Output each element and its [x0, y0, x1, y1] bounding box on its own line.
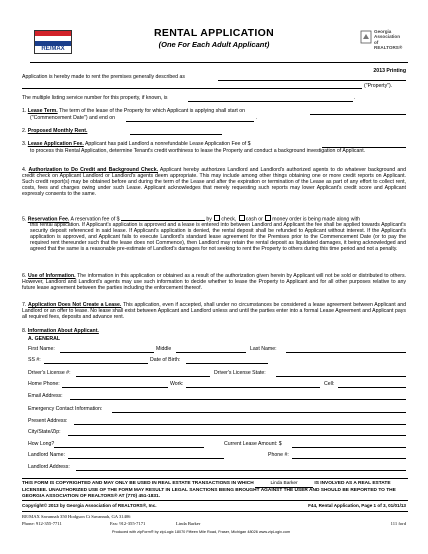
how-long-label: How Long?	[28, 441, 55, 447]
section-4	[22, 167, 406, 197]
city-state-zip-field[interactable]	[68, 435, 406, 436]
money-order-checkbox[interactable]	[265, 215, 271, 221]
section-6-heading: Use of Information.	[27, 273, 76, 279]
money-order-label: money order is being made along with	[272, 216, 360, 223]
header-divider	[30, 62, 408, 63]
section-7-num: 7.	[22, 302, 27, 308]
commencement-date-field[interactable]	[310, 114, 406, 115]
drivers-license-state-label: Driver's License State:	[214, 370, 266, 376]
email-field[interactable]	[70, 399, 406, 400]
dob-field[interactable]	[186, 363, 268, 364]
section-4-heading: Authorization to Do Credit and Background Check.	[28, 167, 159, 173]
section-2-heading: Proposed Monthly Rent.	[27, 128, 88, 134]
section-2-num: 2.	[22, 128, 27, 134]
section-7	[22, 302, 406, 320]
last-name-label: Last Name:	[250, 346, 277, 352]
reservation-fee-field[interactable]	[121, 220, 205, 221]
agent-name: Linda Barker	[176, 521, 201, 526]
first-name-field[interactable]	[60, 352, 154, 353]
section-5-heading: Reservation Fee.	[27, 216, 70, 223]
city-state-zip-label: City/State/Zip:	[28, 429, 61, 435]
page-title: RENTAL APPLICATION	[154, 27, 274, 39]
property-description-field-2[interactable]	[22, 88, 362, 89]
home-phone-field[interactable]	[62, 387, 168, 388]
file-name: 111 ford	[390, 521, 406, 526]
section-5-num: 5.	[22, 216, 27, 223]
work-phone-field[interactable]	[186, 387, 320, 388]
office-address: RE/MAX Savannah 350 Hodgson Ct Savannah, GA 31406	[22, 514, 131, 519]
section-1-text: The term of the lease of the Property for which Applicant is applying shall start on	[59, 108, 246, 114]
footer-divider	[22, 478, 408, 479]
first-name-label: First Name:	[28, 346, 55, 352]
section-1-num: 1.	[22, 108, 27, 114]
section-1-text-2: ("Commencement Date") and end on	[30, 115, 115, 121]
middle-name-field[interactable]	[176, 352, 246, 353]
mls-label: The multiple listing service number for this property, if known, is	[22, 95, 168, 101]
section-8-heading: Information About Applicant.	[27, 328, 99, 334]
drivers-license-field[interactable]	[76, 376, 210, 377]
landlord-name-label: Landlord Name:	[28, 452, 65, 458]
cash-label: cash or	[245, 216, 263, 223]
present-address-label: Present Address:	[28, 418, 68, 424]
section-3-text: Applicant has paid Landlord a nonrefundable Lease Application Fee of $	[84, 141, 251, 147]
check-label: check,	[221, 216, 237, 223]
ssn-label: SS #:	[28, 357, 41, 363]
form-id: F44, Rental Application, Page 1 of 3, 01/01/13	[308, 503, 406, 508]
landlord-address-field[interactable]	[76, 470, 406, 471]
cell-phone-label: Cell:	[324, 381, 335, 387]
email-label: Email Address:	[28, 393, 63, 399]
remax-logo-text: RE/MAX	[41, 46, 65, 52]
gar-line-3: of REALTORS®	[374, 39, 403, 51]
produced-by: Produced with zipForm® by zipLogix 18070 Fifteen Mile Road, Fraser, Michigan 48026 www.zipLogix.com	[112, 530, 291, 534]
section-2-line	[22, 128, 87, 134]
section-3-num: 3.	[22, 141, 27, 147]
footer-divider-3	[22, 511, 408, 512]
section-4-text: Applicant hereby authorizes Landlord and Landlord's authorized agents to do whatever background and credit check on Applicant Landlord or Landlord's agents deem appropriate. This may include among other things obtaining one or more credit reports on Applicant. Such credit report(s) may be obtained before and during the term of the Lease and after the expiration or termination of the Lease as part of any effort to collect rent, costs, fees and charges owing under such Lease. Applicant acknowledges that merely requesting such reports may lower Applicant's credit score and Applicant expressly consents to the same.	[22, 167, 406, 198]
current-lease-amount-field[interactable]	[292, 447, 406, 448]
present-address-field[interactable]	[74, 424, 406, 425]
cell-phone-field[interactable]	[338, 387, 406, 388]
monthly-rent-field[interactable]	[130, 134, 222, 135]
section-8-line	[22, 328, 99, 334]
office-fax: Fax: 912-355-7171	[110, 521, 146, 526]
section-5-text: this rental application. If Applicant's application is approved and a lease is entered into between Landlord and Applicant the fee shall be applied towards Applicant's security deposit referenced in said lease. If Applicant's application is denied, the rental deposit shall be refunded to Applicant without interest. If the Applicant's application is approved, and Applicant fails to execute Landlord's standard lease agreement for the Premises prior to the Commencement Date (or to pay the required rent thereunder such that the lease does not Commence), then Landlord may retain the rental deposit as liquidated damages, it being acknowledged and agreed that the same is a reasonable pre-estimate of Landlord's damages for not seeking to rent the Property to others during this time period and not a penalty.	[30, 222, 406, 253]
page-subtitle: (One For Each Adult Applicant)	[158, 40, 270, 49]
emergency-contact-label: Emergency Contact Information:	[28, 406, 103, 412]
copyright-text-2: IS INVOLVED AS A REAL ESTATE LICENSEE. UNAUTHORIZED USE OF THE FORM MAY RESULT IN LEGAL SANCTIONS BEING BROUGHT AGAINST THE USER AND SHOULD BE REPORTED TO THE GEORGIA ASSOCIATION OF REALTORS® AT (770) 451-1831.	[22, 481, 396, 499]
section-6-text: The information in this application or obtained as a result of the authorization given herein by Applicant will not be sold or distributed to others. However, Landlord and Landlord's agents may use such information to decide whether to lease the Property to Applicant and for all other purposes relative to any future lease agreement between the parties including the enforcement thereof.	[22, 273, 406, 292]
footer-divider-2	[22, 500, 408, 501]
section-6-num: 6.	[22, 273, 27, 279]
section-5-by: by	[206, 216, 212, 223]
section-3-cont: to process this Rental Application, determine Tenant's credit worthiness to lease the Property and conduct a background investigation of Applicant.	[30, 148, 366, 154]
property-description-field[interactable]	[218, 80, 406, 81]
section-5-text1: A reservation fee of $	[70, 216, 120, 223]
mls-end: .	[354, 95, 356, 101]
intro-label: Application is hereby made to rent the premises generally described as	[22, 74, 185, 80]
copyright-line: Copyright© 2013 by Georgia Association of REALTORS®, Inc.	[22, 503, 157, 508]
section-1-end: .	[256, 115, 258, 121]
work-phone-label: Work:	[170, 381, 184, 387]
drivers-license-label: Driver's License #:	[28, 370, 71, 376]
section-4-num: 4.	[22, 167, 27, 173]
copyright-notice	[22, 481, 406, 499]
gar-line-1: Georgia	[374, 29, 392, 34]
section-7-heading: Application Does Not Create a Lease.	[28, 302, 122, 308]
mls-number-field[interactable]	[188, 101, 353, 102]
section-6	[22, 273, 406, 291]
section-3-heading: Lease Application Fee.	[27, 141, 84, 147]
middle-name-label: Middle	[156, 346, 172, 352]
cash-checkbox[interactable]	[239, 215, 245, 221]
printing-year: 2013 Printing	[373, 68, 406, 74]
section-7-text: This application, even if accepted, shall under no circumstances be considered a lease agreement between Applicant and Landlord or an offer to lease. No lease shall exist between Applicant and Landlord unless and until the parties enter into a formal Lease Agreement and Applicant pays all required fees, deposits and advance rent.	[22, 302, 407, 321]
current-lease-amount-label: Current Lease Amount: $	[224, 441, 282, 447]
emergency-contact-field[interactable]	[112, 412, 406, 413]
office-phone: Phone: 912-355-7711	[22, 521, 62, 526]
last-name-field[interactable]	[286, 352, 406, 353]
copyright-text-1: THIS FORM IS COPYRIGHTED AND MAY ONLY BE USED IN REAL ESTATE TRANSACTIONS IN WHICH	[22, 481, 254, 486]
dob-label: Date of Birth:	[150, 357, 181, 363]
ssn-field[interactable]	[44, 363, 148, 364]
how-long-field[interactable]	[54, 447, 204, 448]
section-1-heading: Lease Term.	[27, 108, 58, 114]
section-1-line	[22, 108, 245, 114]
section-8-num: 8.	[22, 328, 27, 334]
home-phone-label: Home Phone:	[28, 381, 60, 387]
section-3-line	[22, 141, 251, 147]
drivers-license-state-field[interactable]	[276, 376, 406, 377]
check-checkbox[interactable]	[214, 215, 220, 221]
landlord-phone-label: Phone #:	[268, 452, 289, 458]
landlord-phone-field[interactable]	[292, 458, 406, 459]
landlord-address-label: Landlord Address:	[28, 464, 70, 470]
property-suffix: ("Property").	[364, 83, 393, 89]
section-8-sub: A. GENERAL	[28, 336, 60, 342]
lease-end-date-field[interactable]	[126, 121, 254, 122]
landlord-name-field[interactable]	[68, 458, 224, 459]
gar-line-2: Association	[374, 34, 401, 40]
licensee-name: Linda Barker	[255, 481, 313, 488]
